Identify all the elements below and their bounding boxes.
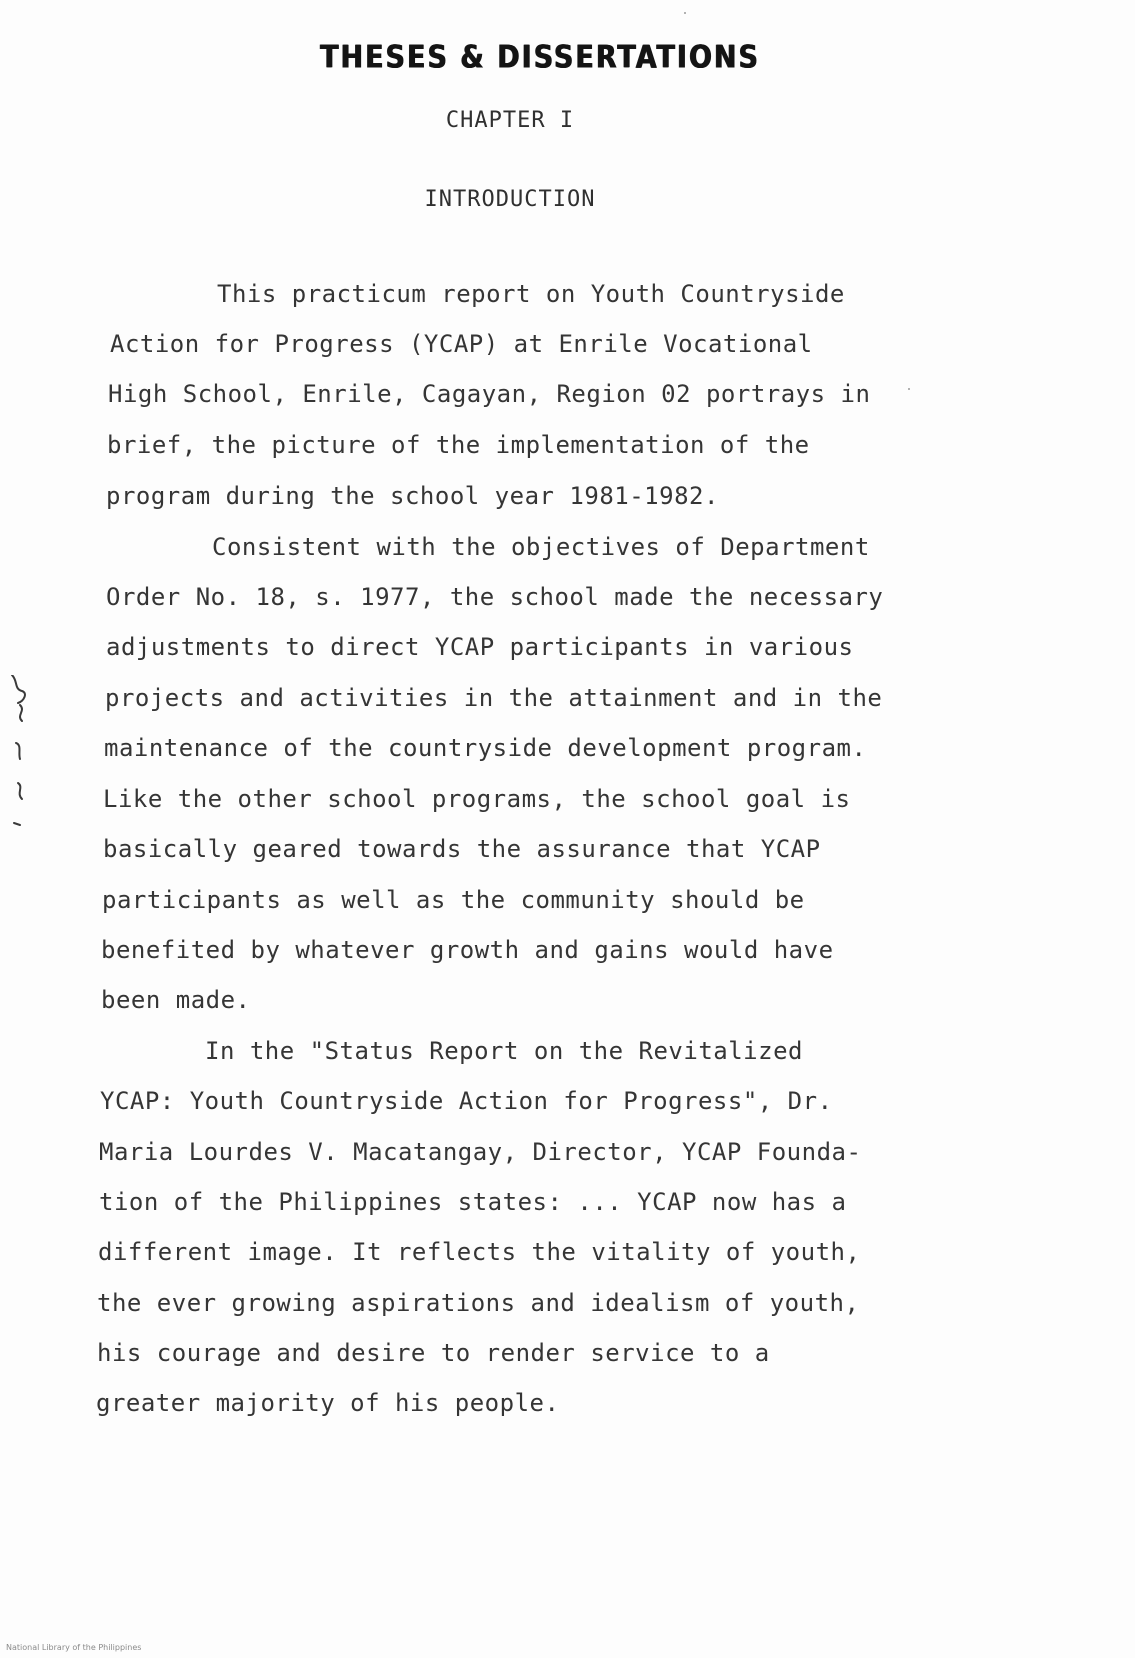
text-line: projects and activities in the attainment and in the <box>105 684 883 712</box>
text-line: Action for Progress (YCAP) at Enrile Vocational <box>110 330 813 358</box>
handwritten-margin-mark <box>6 675 36 880</box>
text-line: YCAP: Youth Countryside Action for Progress", Dr. <box>100 1087 833 1115</box>
text-line: Maria Lourdes V. Macatangay, Director, YCAP Founda- <box>99 1138 862 1166</box>
text-line: benefited by whatever growth and gains would have <box>101 936 834 964</box>
text-line: Order No. 18, s. 1977, the school made the necessary <box>106 583 884 611</box>
text-line: adjustments to direct YCAP participants in various <box>106 633 854 661</box>
scan-footer: National Library of the Philippines <box>6 1643 142 1652</box>
theses-dissertation-stamp: THESES & DISSERTATIONS <box>320 39 760 76</box>
text-line: maintenance of the countryside development program. <box>104 734 867 762</box>
text-line: Consistent with the objectives of Department <box>212 533 870 561</box>
text-line: This practicum report on Youth Countryside <box>217 280 845 308</box>
text-line: program during the school year 1981-1982. <box>106 482 719 510</box>
section-title: INTRODUCTION <box>424 187 596 212</box>
text-line: different image. It reflects the vitality of youth, <box>98 1238 861 1266</box>
chapter-heading: CHAPTER I <box>445 108 575 133</box>
text-line: the ever growing aspirations and idealism of youth, <box>97 1289 860 1317</box>
text-line: basically geared towards the assurance that YCAP <box>103 835 821 863</box>
scan-speck <box>684 12 686 14</box>
text-line: brief, the picture of the implementation of the <box>107 431 810 459</box>
text-line: been made. <box>101 986 251 1014</box>
text-line: Like the other school programs, the school goal is <box>103 785 851 813</box>
text-line: participants as well as the community should be <box>102 886 805 914</box>
text-line: High School, Enrile, Cagayan, Region 02 portrays in <box>108 380 871 408</box>
text-line: tion of the Philippines states: ... YCAP now has a <box>99 1188 847 1216</box>
scan-speck <box>908 388 910 390</box>
text-line: greater majority of his people. <box>96 1389 560 1417</box>
text-line: his courage and desire to render service to a <box>97 1339 770 1367</box>
text-line: In the "Status Report on the Revitalized <box>205 1037 803 1065</box>
